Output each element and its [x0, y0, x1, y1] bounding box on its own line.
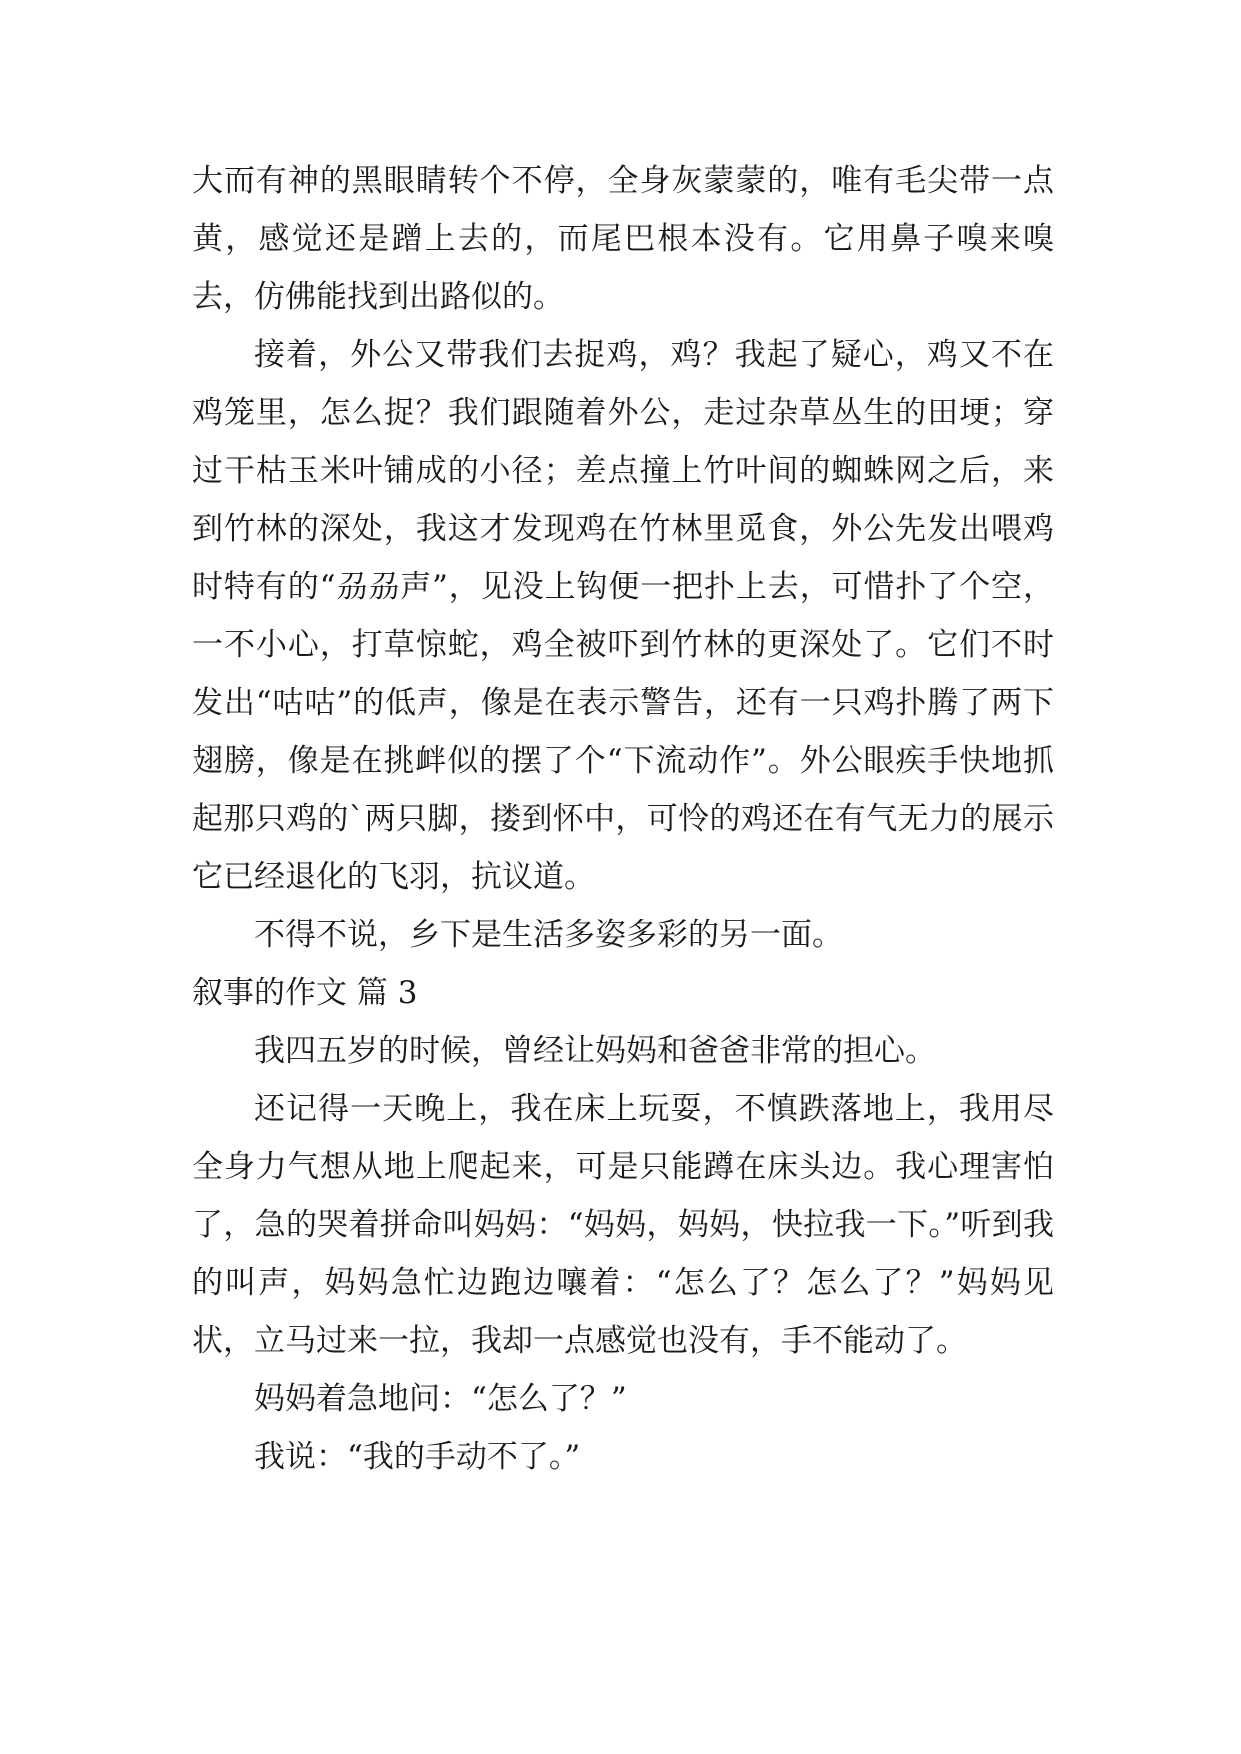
paragraph-4: 我四五岁的时候，曾经让妈妈和爸爸非常的担心。 — [254, 1033, 936, 1069]
paragraph-5: 还记得一天晚上，我在床上玩耍，不慎跌落地上，我用尽全身力气想从地上爬起来，可是只能蹲在床头边。我心理害怕了，急的哭着拼命叫妈妈：“妈妈，妈妈，快拉我一下。”听到我的叫声，妈妈急忙边跑边嚷着：“怎么了？怎么了？”妈妈见状，立马过来一拉，我却一点感觉也没有，手不能动了。 — [192, 1091, 1054, 1359]
section-heading: 叙事的作文 篇 3 — [192, 975, 418, 1011]
document-page — [192, 152, 1054, 1486]
paragraph-7: 我说：“我的手动不了。” — [254, 1439, 581, 1475]
paragraph-3: 不得不说，乡下是生活多姿多彩的另一面。 — [254, 917, 843, 953]
paragraph-2: 接着，外公又带我们去捉鸡，鸡？我起了疑心，鸡又不在鸡笼里，怎么捉？我们跟随着外公，走过杂草丛生的田埂；穿过干枯玉米叶铺成的小径；差点撞上竹叶间的蜘蛛网之后，来到竹林的深处，我这才发现鸡在竹林里觅食，外公先发出喂鸡时特有的“刕刕声”，见没上钩便一把扑上去，可惜扑了个空，一不小心，打草惊蛇，鸡全被吓到竹林的更深处了。它们不时发出“咕咕”的低声，像是在表示警告，还有一只鸡扑腾了两下翅膀，像是在挑衅似的摆了个“下流动作”。外公眼疾手快地抓起那只鸡的`两只脚，搂到怀中，可怜的鸡还在有气无力的展示它已经退化的飞羽，抗议道。 — [192, 337, 1054, 895]
paragraph-6: 妈妈着急地问：“怎么了？” — [254, 1381, 627, 1417]
paragraph-1: 大而有神的黑眼睛转个不停，全身灰蒙蒙的，唯有毛尖带一点黄，感觉还是蹭上去的，而尾巴根本没有。它用鼻子嗅来嗅去，仿佛能找到出路似的。 — [192, 163, 1054, 315]
